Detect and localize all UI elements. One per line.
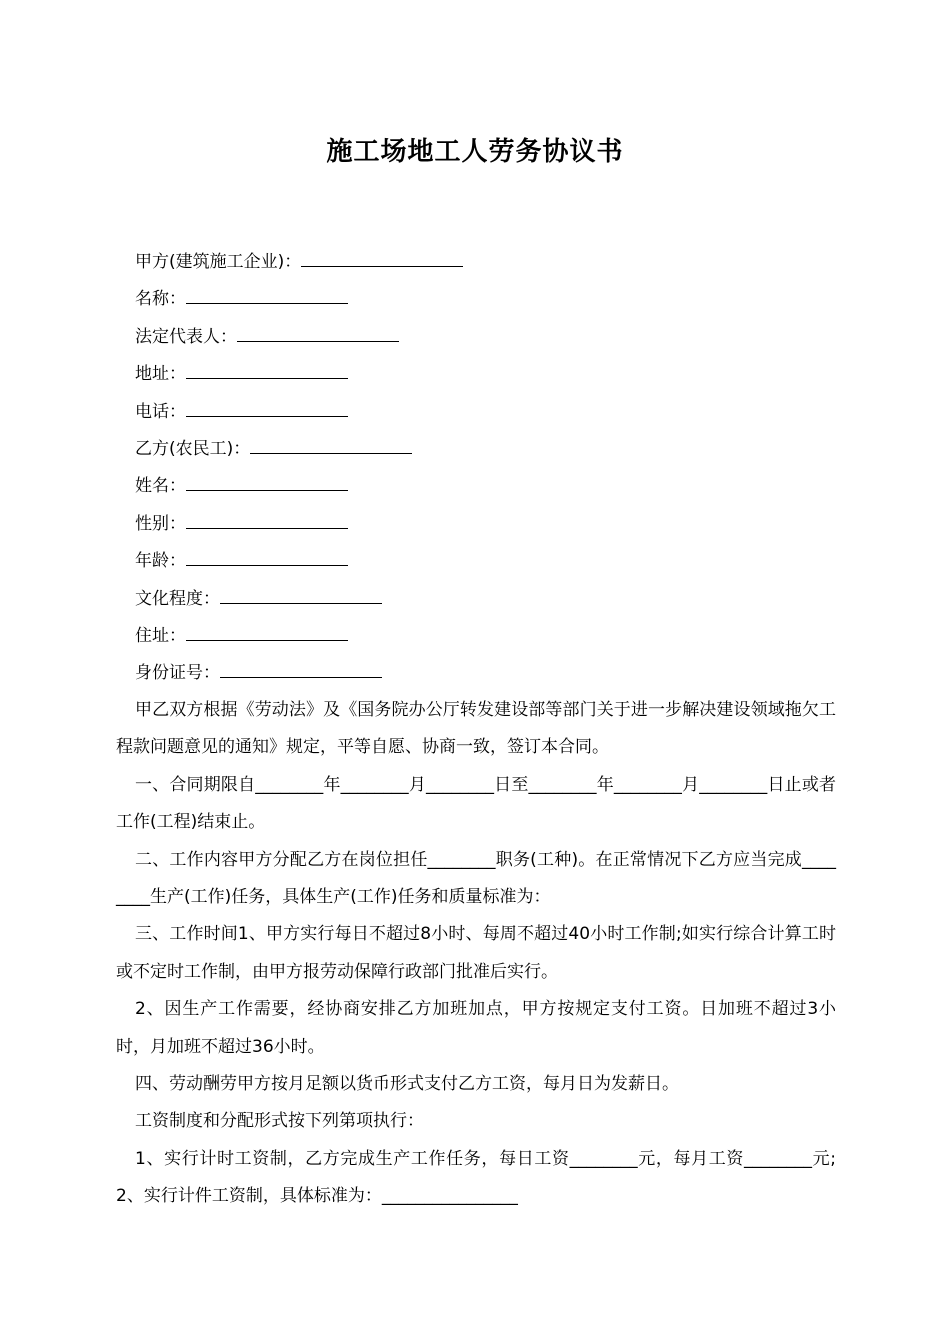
fill-in-blank[interactable] <box>237 323 399 342</box>
field-label: 年龄： <box>135 551 186 572</box>
field-age <box>135 543 835 580</box>
paragraph-wage-system: 工资制度和分配形式按下列第项执行： <box>135 1111 424 1132</box>
field-id-number <box>135 655 835 692</box>
field-legal-representative <box>135 319 835 356</box>
field-label: 甲方(建筑施工企业)： <box>135 252 302 272</box>
document-title: 施工场地工人劳务协议书 <box>326 137 624 167</box>
paragraph-remuneration: 四、劳动酬劳甲方按月足额以货币形式支付乙方工资，每月日为发薪日。 <box>135 1074 679 1095</box>
paragraph-wage-types: 1、实行计时工资制，乙方完成生产工作任务，每日工资________元，每月工资________元;2、实行计件工资制，具体标准为：________________ <box>116 1148 836 1207</box>
field-label: 名称： <box>135 289 186 310</box>
field-label: 电话： <box>135 401 186 422</box>
fill-in-blank[interactable] <box>186 472 348 491</box>
field-label: 地址： <box>135 364 186 385</box>
field-residence <box>135 618 835 655</box>
field-name <box>135 281 835 318</box>
field-label: 姓名： <box>135 476 186 497</box>
field-label: 乙方(农民工)： <box>135 438 251 459</box>
fill-in-blank[interactable] <box>186 360 348 379</box>
fill-in-blank[interactable] <box>220 585 382 604</box>
field-label: 文化程度： <box>135 588 220 609</box>
fill-in-blank[interactable] <box>220 659 382 678</box>
fill-in-blank[interactable] <box>186 285 348 304</box>
field-label: 住址： <box>135 625 186 646</box>
fill-in-blank[interactable] <box>186 510 348 529</box>
contract-body <box>116 692 836 1216</box>
field-label: 身份证号： <box>135 663 220 684</box>
paragraph-preamble: 甲乙双方根据《劳动法》及《国务院办公厅转发建设部等部门关于进一步解决建设领域拖欠工程款问题意见的通知》规定，平等自愿、协商一致，签订本合同。 <box>116 700 836 758</box>
paragraph-working-hours: 三、工作时间1、甲方实行每日不超过8小时、每周不超过40小时工作制;如实行综合计算工时或不定时工作制，由甲方报劳动保障行政部门批准后实行。 <box>116 924 836 982</box>
field-education <box>135 581 835 618</box>
field-worker-name <box>135 468 835 505</box>
fill-in-blank[interactable] <box>301 248 463 267</box>
field-label: 法定代表人： <box>135 326 237 347</box>
party-info-fields <box>135 244 835 693</box>
paragraph-contract-term: 一、合同期限自________年________月________日至________年________月________日止或者工作(工程)结束止。 <box>116 774 836 833</box>
fill-in-blank[interactable] <box>186 547 348 566</box>
paragraph-overtime: 2、因生产工作需要，经协商安排乙方加班加点，甲方按规定支付工资。日加班不超过3小时，月加班不超过36小时。 <box>116 999 836 1057</box>
field-party-a <box>135 244 835 281</box>
field-gender <box>135 506 835 543</box>
fill-in-blank[interactable] <box>250 435 412 454</box>
field-phone <box>135 394 835 431</box>
field-address <box>135 356 835 393</box>
field-label: 性别： <box>135 513 186 534</box>
fill-in-blank[interactable] <box>186 398 348 417</box>
paragraph-work-content: 二、工作内容甲方分配乙方在岗位担任________职务(工种)。在正常情况下乙方应当完成________生产(工作)任务，具体生产(工作)任务和质量标准为： <box>116 849 836 908</box>
fill-in-blank[interactable] <box>186 622 348 641</box>
field-party-b <box>135 431 835 468</box>
